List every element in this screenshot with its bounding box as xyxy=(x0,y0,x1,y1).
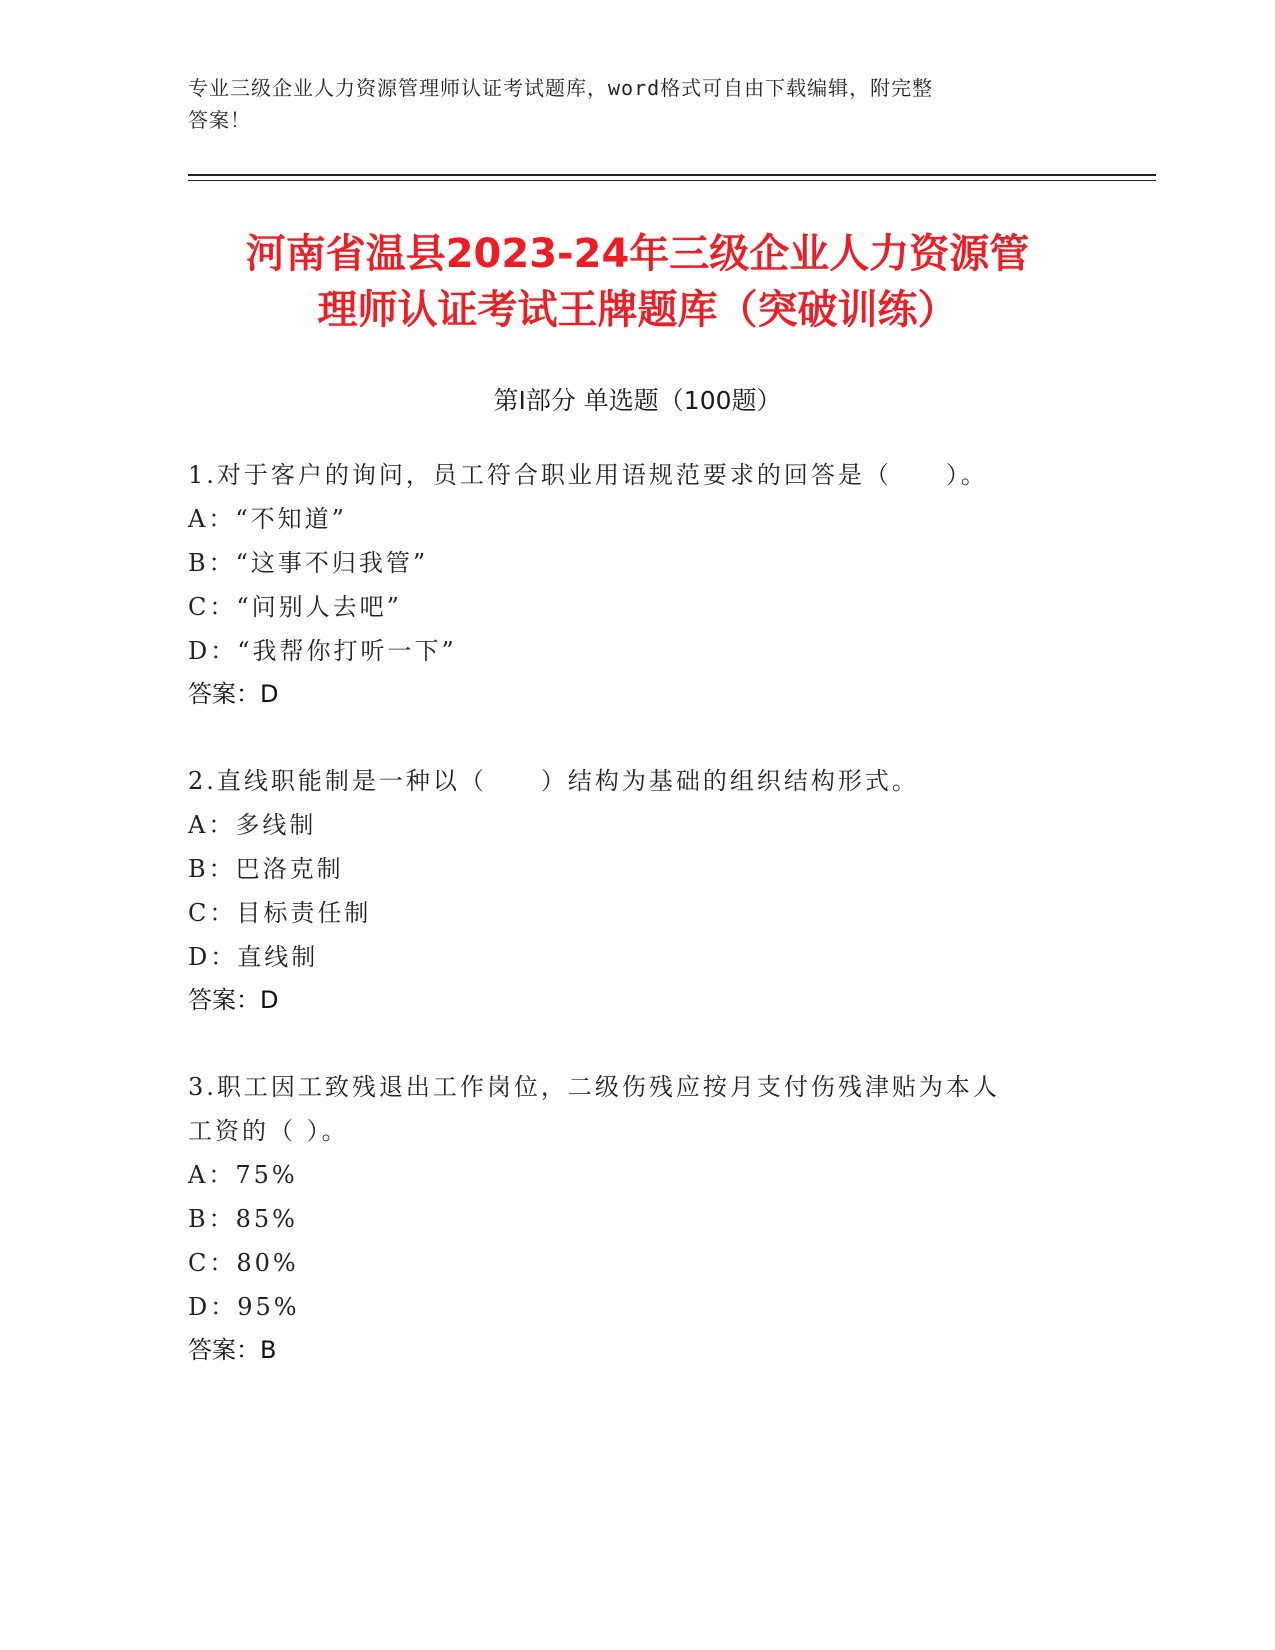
section-title: 第Ⅰ部分 单选题（100题） xyxy=(493,386,782,415)
answer: 答案：D xyxy=(188,680,279,708)
header-note-line-1: 专业三级企业人力资源管理师认证考试题库，word格式可自由下载编辑，附完整 xyxy=(188,76,934,100)
option-b: B：“这事不归我管” xyxy=(188,549,429,577)
document-title-line-2: 理师认证考试王牌题库（突破训练） xyxy=(317,287,958,333)
question-stem-line-1: 3.职工因工致残退出工作岗位，二级伤残应按月支付伤残津贴为本人 xyxy=(188,1073,1000,1101)
option-d: D：95% xyxy=(188,1293,300,1321)
option-a: A：“不知道” xyxy=(188,505,347,533)
question-stem: 2.直线职能制是一种以（ ）结构为基础的组织结构形式。 xyxy=(188,767,919,795)
question-stem: 1.对于客户的询问，员工符合职业用语规范要求的回答是（ ）。 xyxy=(188,461,988,489)
header-note-line-2: 答案！ xyxy=(188,108,251,132)
question-stem-line-2: 工资的（ ）。 xyxy=(188,1117,349,1145)
header-divider-thick xyxy=(188,174,1156,176)
answer: 答案：D xyxy=(188,986,279,1014)
option-a: A：多线制 xyxy=(188,811,317,839)
option-c: C：“问别人去吧” xyxy=(188,593,402,621)
document-title xyxy=(150,226,1125,338)
option-a: A：75% xyxy=(188,1161,298,1189)
option-b: B：85% xyxy=(188,1205,298,1233)
option-c: C：目标责任制 xyxy=(188,899,372,927)
header-divider-thin xyxy=(188,180,1156,181)
option-b: B：巴洛克制 xyxy=(188,855,344,883)
option-d: D：“我帮你打听一下” xyxy=(188,637,457,665)
option-c: C：80% xyxy=(188,1249,299,1277)
answer: 答案：B xyxy=(188,1336,277,1364)
document-title-line-1: 河南省温县2023-24年三级企业人力资源管 xyxy=(245,231,1030,277)
header-note xyxy=(188,72,1068,136)
option-d: D：直线制 xyxy=(188,943,319,971)
